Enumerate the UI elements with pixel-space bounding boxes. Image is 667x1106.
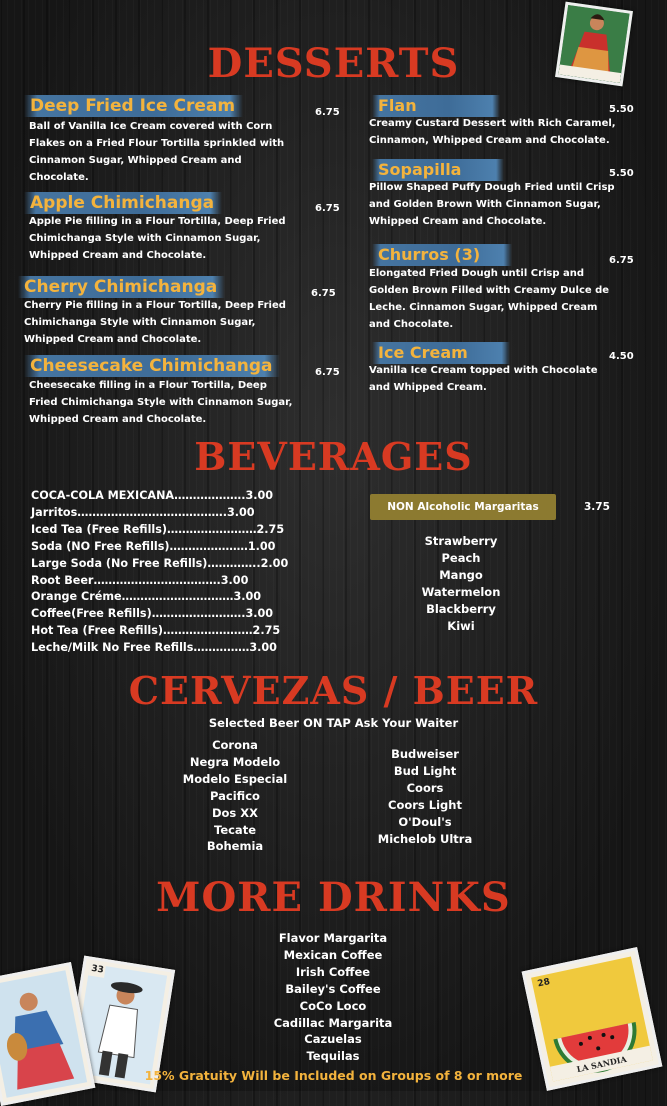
dessert-price-cherry-chimichanga: 6.75 bbox=[311, 288, 336, 299]
drink-item: Bailey's Coffee bbox=[285, 981, 381, 996]
drink-item: Tequilas bbox=[306, 1049, 360, 1064]
desc-line: Elongated Fried Dough until Crisp and bbox=[369, 268, 585, 279]
desc-line: Fried Chimichanga Style with Cinnamon Sugar, bbox=[29, 397, 293, 408]
gratuity-notice: 15% Gratuity Will be Included on Groups of 8 or more bbox=[144, 1068, 523, 1083]
desc-line: Flakes on a Fried Flour Tortilla sprinkled with bbox=[29, 138, 285, 149]
flavor-item: Peach bbox=[441, 550, 481, 565]
dessert-price-sopapilla: 5.50 bbox=[609, 168, 634, 179]
desc-line: Cherry Pie filling in a Flour Tortilla, Deep Fried bbox=[24, 300, 286, 311]
dessert-price-deep-fried-ice-cream: 6.75 bbox=[315, 107, 340, 118]
dessert-name-cherry-chimichanga: Cherry Chimichanga bbox=[18, 276, 225, 298]
flavor-item: Kiwi bbox=[447, 618, 475, 633]
dessert-price-apple-chimichanga: 6.75 bbox=[315, 203, 340, 214]
beverage-item: Coffee(Free Refills)…………………….3.00 bbox=[31, 607, 274, 621]
desc-line: and Chocolate. bbox=[369, 319, 454, 330]
beverage-item: Hot Tea (Free Refills)……………………2.75 bbox=[31, 624, 281, 638]
dessert-name-apple-chimichanga: Apple Chimichanga bbox=[24, 192, 222, 214]
drink-item: Flavor Margarita bbox=[278, 931, 388, 945]
beverages-list bbox=[31, 488, 288, 657]
desc-line: Leche. Cinnamon Sugar, Whipped Cream bbox=[369, 302, 598, 313]
dessert-name-flan: Flan bbox=[372, 95, 500, 117]
beverage-item: Orange Créme…………………………3.00 bbox=[31, 590, 262, 604]
card-number-28: 28 bbox=[536, 977, 551, 990]
beer-list-right bbox=[360, 746, 490, 847]
desc-line: Apple Pie filling in a Flour Tortilla, Deep Fried bbox=[29, 216, 286, 227]
beverage-item: Soda (NO Free Refills)…………………1.00 bbox=[31, 539, 276, 553]
desc-line: Chimichanga Style with Cinnamon Sugar, bbox=[29, 233, 261, 244]
dessert-price-ice-cream: 4.50 bbox=[609, 351, 634, 362]
dessert-name-sopapilla: Sopapilla bbox=[372, 159, 504, 181]
beverage-item: Root Beer…………………………….3.00 bbox=[31, 573, 249, 587]
margaritas-price: 3.75 bbox=[584, 501, 610, 513]
desc-line: and Whipped Cream. bbox=[369, 382, 487, 393]
more-drinks-list bbox=[263, 930, 403, 1065]
dessert-desc-ice-cream bbox=[369, 362, 598, 396]
dessert-price-churros: 6.75 bbox=[609, 255, 634, 266]
card-number-33: 33 bbox=[90, 963, 105, 976]
beer-item: Bud Light bbox=[393, 763, 457, 778]
dessert-desc-deep-fried-ice-cream bbox=[29, 118, 284, 186]
desc-line: Cheesecake filling in a Flour Tortilla, Deep bbox=[29, 380, 267, 391]
beer-item: Michelob Ultra bbox=[377, 831, 473, 846]
beer-item: Modelo Especial bbox=[182, 771, 288, 786]
desc-line: Pillow Shaped Puffy Dough Fried until Crisp bbox=[369, 182, 615, 193]
beverage-item: Jarritos………………………………….3.00 bbox=[31, 505, 255, 519]
dessert-desc-churros bbox=[369, 265, 609, 333]
dessert-name-cheesecake-chimichanga: Cheesecake Chimichanga bbox=[24, 355, 280, 377]
dessert-desc-sopapilla bbox=[369, 179, 615, 230]
margaritas-label: NON Alcoholic Margaritas bbox=[387, 501, 539, 513]
desc-line: and Golden Brown With Cinnamon Sugar, bbox=[369, 199, 601, 210]
beer-title: CERVEZAS / BEER bbox=[128, 668, 539, 713]
card-label-la-sandia: LA SANDIA bbox=[575, 1053, 628, 1075]
drink-item: Irish Coffee bbox=[295, 964, 371, 979]
beer-subtitle: Selected Beer ON TAP Ask Your Waiter bbox=[208, 716, 459, 730]
desc-line: Creamy Custard Dessert with Rich Caramel, bbox=[369, 118, 616, 129]
dessert-desc-cherry-chimichanga bbox=[24, 297, 286, 348]
dessert-desc-apple-chimichanga bbox=[29, 213, 286, 264]
dessert-desc-flan bbox=[369, 115, 616, 149]
drink-item: Mexican Coffee bbox=[283, 947, 383, 962]
beer-item: Coors bbox=[406, 780, 444, 795]
beer-list-left bbox=[170, 737, 300, 855]
beverage-item: Large Soda (No Free Refills)…………..2.00 bbox=[31, 556, 289, 570]
drink-item: CoCo Loco bbox=[299, 998, 367, 1013]
drink-item: Cadillac Margarita bbox=[273, 1015, 393, 1030]
desc-line: Cinnamon Sugar, Whipped Cream and bbox=[29, 155, 242, 166]
desc-line: Whipped Cream and Chocolate. bbox=[369, 216, 547, 227]
non-alcoholic-margaritas-tag bbox=[370, 494, 556, 520]
desc-line: Golden Brown Filled with Creamy Dulce de bbox=[369, 285, 610, 296]
desserts-title: DESSERTS bbox=[207, 40, 460, 87]
dessert-price-flan: 5.50 bbox=[609, 104, 634, 115]
flavor-item: Blackberry bbox=[426, 601, 496, 616]
flavor-item: Watermelon bbox=[421, 584, 501, 599]
desc-line: Whipped Cream and Chocolate. bbox=[29, 250, 207, 261]
desc-line: Ball of Vanilla Ice Cream covered with Corn bbox=[29, 121, 273, 132]
flavor-item: Strawberry bbox=[424, 534, 498, 548]
beer-item: Pacifico bbox=[210, 788, 260, 803]
desc-line: Chimichanga Style with Cinnamon Sugar, bbox=[24, 317, 256, 328]
beer-item: Tecate bbox=[214, 822, 256, 837]
beverage-item: Leche/Milk No Free Refills……………3.00 bbox=[31, 641, 277, 655]
beer-item: O'Doul's bbox=[398, 814, 452, 829]
flavor-item: Mango bbox=[439, 567, 483, 582]
dessert-name-deep-fried-ice-cream: Deep Fried Ice Cream bbox=[24, 95, 243, 117]
dessert-name-ice-cream: Ice Cream bbox=[372, 342, 510, 364]
beer-item: Dos XX bbox=[211, 805, 259, 820]
beer-item: Bohemia bbox=[206, 839, 264, 854]
beer-item: Negra Modelo bbox=[189, 754, 281, 769]
drink-item: Cazuelas bbox=[304, 1032, 362, 1047]
beer-item: Coors Light bbox=[388, 797, 462, 812]
beverage-item: COCA-COLA MEXICANA……………….3.00 bbox=[31, 489, 274, 502]
dessert-price-cheesecake-chimichanga: 6.75 bbox=[315, 367, 340, 378]
margarita-flavors-list bbox=[400, 533, 522, 634]
desc-line: Cinnamon, Whipped Cream and Chocolate. bbox=[369, 135, 610, 146]
desc-line: Whipped Cream and Chocolate. bbox=[29, 414, 207, 425]
beer-item: Corona bbox=[212, 738, 258, 752]
dessert-desc-cheesecake-chimichanga bbox=[29, 377, 292, 428]
desc-line: Whipped Cream and Chocolate. bbox=[24, 334, 202, 345]
dessert-name-churros: Churros (3) bbox=[372, 244, 512, 266]
desc-line: Vanilla Ice Cream topped with Chocolate bbox=[369, 365, 598, 376]
beverages-title: BEVERAGES bbox=[194, 434, 473, 479]
desc-line: Chocolate. bbox=[29, 172, 89, 183]
beverage-item: Iced Tea (Free Refills)……………………2.75 bbox=[31, 522, 285, 536]
more-drinks-title: MORE DRINKS bbox=[156, 874, 511, 921]
beer-item: Budweiser bbox=[391, 747, 459, 761]
